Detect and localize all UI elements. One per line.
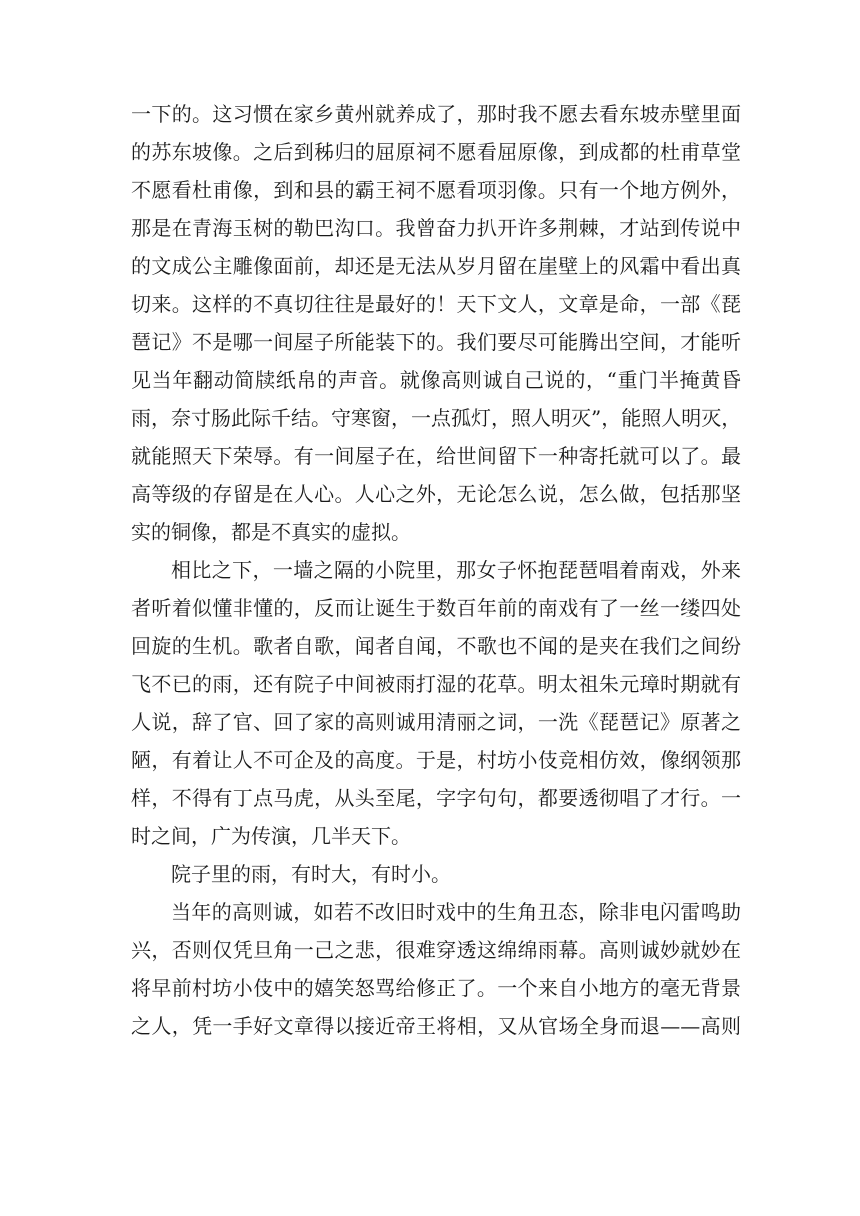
text-line: 之人，凭一手好文章得以接近帝王将相，又从官场全身而退——高则 — [131, 1014, 741, 1038]
body-text — [131, 95, 741, 1045]
paragraph-end-line: 时之间，广为传演，几半天下。 — [131, 824, 411, 848]
text-line: 样，不得有丁点马虎，从头至尾，字字句句，都要透彻唱了才行。一 — [131, 786, 741, 810]
text-line: 雨，奈寸肠此际千结。守寒窗，一点孤灯，照人明灭”，能照人明灭， — [131, 406, 741, 430]
text-line: 人说，辞了官、回了家的高则诚用清丽之词，一洗《琵琶记》原著之 — [131, 710, 741, 734]
paragraph-start-line: 相比之下，一墙之隔的小院里，那女子怀抱琵琶唱着南戏，外来 — [171, 558, 741, 582]
text-line: 者听着似懂非懂的，反而让诞生于数百年前的南戏有了一丝一缕四处 — [131, 596, 741, 620]
text-line: 高等级的存留是在人心。人心之外，无论怎么说，怎么做，包括那坚 — [131, 482, 741, 506]
text-line: 将早前村坊小伎中的嬉笑怒骂给修正了。一个来自小地方的毫无背景 — [131, 976, 741, 1000]
paragraph-end-line: 实的铜像，都是不真实的虚拟。 — [131, 520, 411, 544]
text-line: 兴，否则仅凭旦角一己之悲，很难穿透这绵绵雨幕。高则诚妙就妙在 — [131, 938, 741, 962]
text-line: 飞不已的雨，还有院子中间被雨打湿的花草。明太祖朱元璋时期就有 — [131, 672, 741, 696]
text-line: 不愿看杜甫像，到和县的霸王祠不愿看项羽像。只有一个地方例外， — [131, 178, 741, 202]
text-line: 琶记》不是哪一间屋子所能装下的。我们要尽可能腾出空间，才能听 — [131, 330, 741, 354]
paragraph-start-line: 当年的高则诚，如若不改旧时戏中的生角丑态，除非电闪雷鸣助 — [171, 900, 741, 924]
text-line: 一下的。这习惯在家乡黄州就养成了，那时我不愿去看东坡赤壁里面 — [131, 102, 741, 126]
text-line: 的文成公主雕像面前，却还是无法从岁月留在崖壁上的风霜中看出真 — [131, 254, 741, 278]
paragraph-single-line: 院子里的雨，有时大，有时小。 — [171, 862, 451, 886]
text-line: 回旋的生机。歌者自歌，闻者自闻，不歌也不闻的是夹在我们之间纷 — [131, 634, 741, 658]
text-line: 那是在青海玉树的勒巴沟口。我曾奋力扒开许多荆棘，才站到传说中 — [131, 216, 741, 240]
text-line: 的苏东坡像。之后到秭归的屈原祠不愿看屈原像，到成都的杜甫草堂 — [131, 140, 741, 164]
text-line: 就能照天下荣辱。有一间屋子在，给世间留下一种寄托就可以了。最 — [131, 444, 741, 468]
text-line: 陋，有着让人不可企及的高度。于是，村坊小伎竞相仿效，像纲领那 — [131, 748, 741, 772]
text-line: 切来。这样的不真切往往是最好的！天下文人，文章是命，一部《琵 — [131, 292, 741, 316]
text-line: 见当年翻动简牍纸帛的声音。就像高则诚自己说的，“重门半掩黄昏 — [131, 368, 741, 392]
